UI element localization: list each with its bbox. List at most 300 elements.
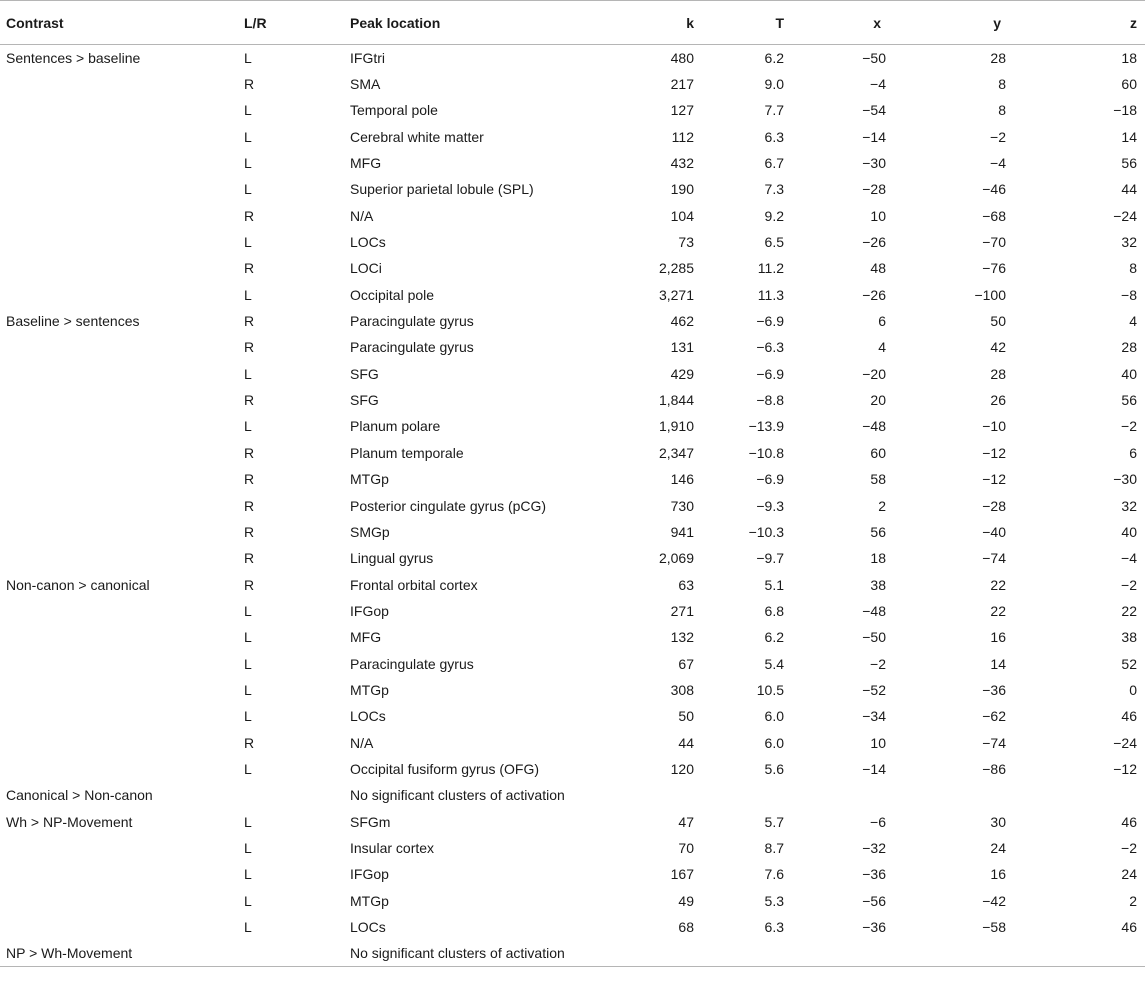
cell-y: −10 bbox=[982, 418, 1006, 435]
cell-contrast bbox=[0, 150, 238, 176]
cell-contrast bbox=[0, 835, 238, 861]
cell-lr: R bbox=[244, 392, 255, 409]
cell-z: −4 bbox=[1121, 550, 1137, 567]
cell-x: −30 bbox=[862, 155, 886, 172]
table-row bbox=[0, 466, 1145, 492]
cell-lr: R bbox=[244, 576, 255, 593]
cell-k: 429 bbox=[670, 365, 694, 382]
cell-contrast bbox=[0, 492, 238, 518]
cell-contrast bbox=[0, 729, 238, 755]
table-row bbox=[0, 413, 1145, 439]
cell-location: IFGtri bbox=[350, 49, 385, 66]
cell-lr: L bbox=[244, 655, 252, 672]
cell-k: 167 bbox=[670, 866, 694, 883]
cell-x: −34 bbox=[862, 708, 886, 725]
cell-t: 6.2 bbox=[764, 629, 784, 646]
cell-location: SFGm bbox=[350, 813, 391, 830]
cell-z: 52 bbox=[1121, 655, 1137, 672]
table-row bbox=[0, 703, 1145, 729]
cell-location: Planum polare bbox=[350, 418, 441, 435]
cell-x: −50 bbox=[862, 629, 886, 646]
cell-location: No significant clusters of activation bbox=[350, 787, 565, 804]
cell-z: 8 bbox=[1129, 260, 1137, 277]
cell-z bbox=[1034, 940, 1145, 966]
cell-k: 68 bbox=[678, 919, 694, 936]
cell-z: 6 bbox=[1129, 444, 1137, 461]
cell-z: −2 bbox=[1121, 418, 1137, 435]
cell-y: −40 bbox=[982, 523, 1006, 540]
cell-y: 16 bbox=[990, 629, 1006, 646]
cell-lr: L bbox=[244, 839, 252, 856]
cell-z: 44 bbox=[1121, 181, 1137, 198]
cell-location: MTGp bbox=[350, 471, 389, 488]
cell-contrast bbox=[0, 334, 238, 360]
cell-t: 11.3 bbox=[757, 286, 784, 303]
table-row bbox=[0, 492, 1145, 518]
cell-x: 2 bbox=[878, 497, 886, 514]
cell-contrast bbox=[0, 624, 238, 650]
cell-x: −6 bbox=[870, 813, 886, 830]
cell-t: −6.9 bbox=[756, 313, 784, 330]
cell-y: −76 bbox=[982, 260, 1006, 277]
cell-location: Paracingulate gyrus bbox=[350, 655, 474, 672]
cell-x: −54 bbox=[862, 102, 886, 119]
header-location: Peak location bbox=[344, 1, 604, 45]
cell-contrast bbox=[0, 440, 238, 466]
cell-lr: L bbox=[244, 813, 252, 830]
cell-t: 7.3 bbox=[764, 181, 784, 198]
cell-t: 5.3 bbox=[764, 892, 784, 909]
header-lr: L/R bbox=[238, 1, 344, 45]
cell-contrast: NP > Wh-Movement bbox=[0, 940, 238, 966]
cell-t: 6.0 bbox=[764, 708, 784, 725]
cell-lr: L bbox=[244, 181, 252, 198]
cell-y: 26 bbox=[990, 392, 1006, 409]
cell-k: 2,347 bbox=[658, 444, 694, 461]
table-row bbox=[0, 808, 1145, 834]
table-row bbox=[0, 255, 1145, 281]
cell-contrast bbox=[0, 71, 238, 97]
cell-k: 63 bbox=[678, 576, 694, 593]
cell-z: −2 bbox=[1121, 839, 1137, 856]
cell-k: 1,844 bbox=[658, 392, 694, 409]
cell-y: 22 bbox=[990, 576, 1006, 593]
table-row bbox=[0, 387, 1145, 413]
cell-y: 30 bbox=[990, 813, 1006, 830]
cell-contrast bbox=[0, 703, 238, 729]
cell-k: 271 bbox=[670, 602, 694, 619]
cell-contrast bbox=[0, 255, 238, 281]
cell-t: 5.1 bbox=[764, 576, 784, 593]
cell-location: SMGp bbox=[350, 523, 390, 540]
table-row bbox=[0, 440, 1145, 466]
cell-x: −2 bbox=[870, 655, 886, 672]
cell-location: Frontal orbital cortex bbox=[350, 576, 478, 593]
cell-t: −10.8 bbox=[748, 444, 784, 461]
cell-lr: R bbox=[244, 313, 255, 330]
cell-lr: L bbox=[244, 155, 252, 172]
cell-x: 10 bbox=[870, 734, 886, 751]
cell-contrast bbox=[0, 888, 238, 914]
cell-z: 2 bbox=[1129, 892, 1137, 909]
table-row bbox=[0, 940, 1145, 966]
cell-k: 49 bbox=[678, 892, 694, 909]
cell-k: 462 bbox=[670, 313, 694, 330]
cell-x: 48 bbox=[870, 260, 886, 277]
cell-location: Temporal pole bbox=[350, 102, 438, 119]
cell-location: LOCs bbox=[350, 919, 386, 936]
cell-lr: L bbox=[244, 602, 252, 619]
cell-k: 480 bbox=[670, 49, 694, 66]
cell-x: −56 bbox=[862, 892, 886, 909]
cell-y: 14 bbox=[990, 655, 1006, 672]
cell-t: 10.5 bbox=[756, 681, 784, 698]
cell-lr: R bbox=[244, 207, 255, 224]
cell-x: 4 bbox=[878, 339, 886, 356]
cell-t: 6.3 bbox=[764, 128, 784, 145]
cell-y: −100 bbox=[974, 286, 1006, 303]
cell-location: Lingual gyrus bbox=[350, 550, 434, 567]
table-row bbox=[0, 176, 1145, 202]
header-k: k bbox=[604, 1, 694, 45]
cell-k: 44 bbox=[678, 734, 694, 751]
cell-lr: L bbox=[244, 892, 252, 909]
cell-k: 50 bbox=[678, 708, 694, 725]
cell-k: 104 bbox=[670, 207, 694, 224]
cell-z: 46 bbox=[1121, 919, 1137, 936]
table-row bbox=[0, 677, 1145, 703]
cell-z: 60 bbox=[1121, 76, 1137, 93]
cell-location: Paracingulate gyrus bbox=[350, 313, 474, 330]
table-row bbox=[0, 650, 1145, 676]
cell-z: −2 bbox=[1121, 576, 1137, 593]
cell-x: 58 bbox=[870, 471, 886, 488]
table-row bbox=[0, 45, 1145, 71]
cell-t: −6.3 bbox=[756, 339, 784, 356]
cell-location: Cerebral white matter bbox=[350, 128, 484, 145]
cell-x: 10 bbox=[870, 207, 886, 224]
header-x: x bbox=[804, 1, 924, 45]
cell-lr: L bbox=[244, 102, 252, 119]
cell-k: 120 bbox=[670, 760, 694, 777]
cell-x: −48 bbox=[862, 418, 886, 435]
cell-t: 6.0 bbox=[764, 734, 784, 751]
cell-contrast bbox=[0, 466, 238, 492]
cell-x: −36 bbox=[862, 919, 886, 936]
cell-y: 16 bbox=[990, 866, 1006, 883]
table-row bbox=[0, 361, 1145, 387]
cell-x: −28 bbox=[862, 181, 886, 198]
header-t: T bbox=[694, 1, 804, 45]
cell-x: −32 bbox=[862, 839, 886, 856]
cell-t: 6.8 bbox=[764, 602, 784, 619]
cell-location: IFGop bbox=[350, 602, 389, 619]
cell-contrast bbox=[0, 413, 238, 439]
cell-y: 50 bbox=[990, 313, 1006, 330]
cell-x: −50 bbox=[862, 49, 886, 66]
cell-t: 11.2 bbox=[757, 260, 784, 277]
cell-k: 2,069 bbox=[658, 550, 694, 567]
cell-z: −24 bbox=[1113, 207, 1137, 224]
cell-location: N/A bbox=[350, 734, 374, 751]
table-row bbox=[0, 519, 1145, 545]
cell-y: 22 bbox=[990, 602, 1006, 619]
header-contrast: Contrast bbox=[0, 1, 238, 45]
cell-lr: L bbox=[244, 760, 252, 777]
cell-z: 22 bbox=[1121, 602, 1137, 619]
cell-t: −6.9 bbox=[756, 471, 784, 488]
cell-contrast bbox=[0, 914, 238, 940]
cell-t: 9.0 bbox=[764, 76, 784, 93]
table-row bbox=[0, 624, 1145, 650]
cell-location: SFG bbox=[350, 392, 379, 409]
cell-z: 28 bbox=[1121, 339, 1137, 356]
cell-lr: L bbox=[244, 866, 252, 883]
table-row bbox=[0, 71, 1145, 97]
cell-y: 42 bbox=[990, 339, 1006, 356]
cell-y: −68 bbox=[982, 207, 1006, 224]
cell-z: −8 bbox=[1121, 286, 1137, 303]
cell-z: 46 bbox=[1121, 813, 1137, 830]
cell-t: 8.7 bbox=[764, 839, 784, 856]
cell-t: 6.3 bbox=[764, 919, 784, 936]
cell-contrast bbox=[0, 756, 238, 782]
cell-location: SFG bbox=[350, 365, 379, 382]
cell-y: 28 bbox=[990, 49, 1006, 66]
cell-x bbox=[804, 782, 924, 808]
table-row bbox=[0, 124, 1145, 150]
cell-k: 131 bbox=[670, 339, 694, 356]
cell-x: 60 bbox=[870, 444, 886, 461]
cell-z: −30 bbox=[1113, 471, 1137, 488]
cell-t: 7.7 bbox=[764, 102, 784, 119]
cell-contrast bbox=[0, 203, 238, 229]
cell-contrast bbox=[0, 861, 238, 887]
cell-z: 32 bbox=[1121, 497, 1137, 514]
cell-lr: R bbox=[244, 497, 255, 514]
cell-t: 9.2 bbox=[764, 207, 784, 224]
cell-x: −4 bbox=[870, 76, 886, 93]
cell-y: 8 bbox=[998, 102, 1006, 119]
cell-contrast bbox=[0, 176, 238, 202]
cell-lr: L bbox=[244, 629, 252, 646]
cell-contrast bbox=[0, 519, 238, 545]
table-body bbox=[0, 45, 1145, 967]
cell-k bbox=[604, 782, 694, 808]
cell-location: LOCs bbox=[350, 708, 386, 725]
cell-t: 5.4 bbox=[764, 655, 784, 672]
cell-contrast bbox=[0, 124, 238, 150]
cell-lr: L bbox=[244, 708, 252, 725]
cell-lr: R bbox=[244, 523, 255, 540]
cell-location: Occipital fusiform gyrus (OFG) bbox=[350, 760, 540, 777]
cell-location: MTGp bbox=[350, 892, 389, 909]
cell-contrast bbox=[0, 387, 238, 413]
cell-y: −74 bbox=[982, 734, 1006, 751]
cell-x: 20 bbox=[870, 392, 886, 409]
cell-location: MFG bbox=[350, 155, 382, 172]
table-header bbox=[0, 1, 1145, 45]
table-row bbox=[0, 756, 1145, 782]
cell-y: −42 bbox=[982, 892, 1006, 909]
cell-y: −46 bbox=[982, 181, 1006, 198]
cell-z: 4 bbox=[1129, 313, 1137, 330]
cell-z: 14 bbox=[1121, 128, 1137, 145]
cell-z: 32 bbox=[1121, 234, 1137, 251]
cell-k bbox=[604, 940, 694, 966]
cell-y bbox=[924, 782, 1034, 808]
cell-k: 73 bbox=[678, 234, 694, 251]
header-row bbox=[0, 1, 1145, 45]
cell-contrast bbox=[0, 650, 238, 676]
cell-t: 5.6 bbox=[764, 760, 784, 777]
cell-x: 18 bbox=[870, 550, 886, 567]
cell-t: 7.6 bbox=[764, 866, 784, 883]
cell-k: 190 bbox=[670, 181, 694, 198]
cell-lr: R bbox=[244, 444, 255, 461]
table-row bbox=[0, 150, 1145, 176]
cell-k: 3,271 bbox=[658, 286, 694, 303]
cell-t: 5.7 bbox=[764, 813, 784, 830]
cell-k: 2,285 bbox=[658, 260, 694, 277]
cell-contrast bbox=[0, 97, 238, 123]
cell-location: Superior parietal lobule (SPL) bbox=[350, 181, 534, 198]
cell-k: 67 bbox=[678, 655, 694, 672]
cell-lr: L bbox=[244, 919, 252, 936]
table-row bbox=[0, 598, 1145, 624]
cell-k: 941 bbox=[670, 523, 694, 540]
cell-z: −12 bbox=[1113, 760, 1137, 777]
cell-lr: R bbox=[244, 339, 255, 356]
cell-location: MTGp bbox=[350, 681, 389, 698]
cell-lr bbox=[238, 940, 344, 966]
cell-location: Occipital pole bbox=[350, 286, 435, 303]
cell-k: 70 bbox=[678, 839, 694, 856]
table-row bbox=[0, 282, 1145, 308]
cell-location: Insular cortex bbox=[350, 839, 435, 856]
cell-k: 308 bbox=[670, 681, 694, 698]
cell-z: 18 bbox=[1121, 49, 1137, 66]
cell-z: 24 bbox=[1121, 866, 1137, 883]
table-row bbox=[0, 308, 1145, 334]
cell-x: −26 bbox=[862, 234, 886, 251]
cell-y: −58 bbox=[982, 919, 1006, 936]
cell-y: −12 bbox=[982, 444, 1006, 461]
cell-lr: R bbox=[244, 471, 255, 488]
cell-y: 24 bbox=[990, 839, 1006, 856]
cell-contrast: Non-canon > canonical bbox=[6, 576, 150, 593]
cell-contrast bbox=[0, 598, 238, 624]
cell-contrast: Wh > NP-Movement bbox=[6, 813, 133, 830]
cell-k: 1,910 bbox=[658, 418, 694, 435]
cell-t: −9.3 bbox=[756, 497, 784, 514]
cell-lr: R bbox=[244, 260, 255, 277]
cell-y: 28 bbox=[990, 365, 1006, 382]
cell-location: LOCs bbox=[350, 234, 386, 251]
cell-k: 127 bbox=[670, 102, 694, 119]
cell-location: IFGop bbox=[350, 866, 389, 883]
table-row bbox=[0, 914, 1145, 940]
cell-lr bbox=[238, 782, 344, 808]
table-row bbox=[0, 835, 1145, 861]
cell-z: 38 bbox=[1121, 629, 1137, 646]
cell-x bbox=[804, 940, 924, 966]
cell-x: −26 bbox=[862, 286, 886, 303]
table-row bbox=[0, 203, 1145, 229]
cell-location: N/A bbox=[350, 207, 374, 224]
cell-y: −62 bbox=[982, 708, 1006, 725]
cell-y: −28 bbox=[982, 497, 1006, 514]
cell-location: Posterior cingulate gyrus (pCG) bbox=[350, 497, 547, 514]
cell-k: 432 bbox=[670, 155, 694, 172]
cell-x: −20 bbox=[862, 365, 886, 382]
cell-y: −74 bbox=[982, 550, 1006, 567]
cell-y: −2 bbox=[990, 128, 1006, 145]
cell-t bbox=[694, 782, 804, 808]
cell-y: −36 bbox=[982, 681, 1006, 698]
cell-x: 6 bbox=[878, 313, 886, 330]
cell-t: −10.3 bbox=[748, 523, 784, 540]
cell-k: 47 bbox=[678, 813, 694, 830]
cell-contrast bbox=[0, 282, 238, 308]
cell-k: 132 bbox=[670, 629, 694, 646]
cell-t: 6.5 bbox=[764, 234, 784, 251]
cell-t: −8.8 bbox=[756, 392, 784, 409]
cell-z: −18 bbox=[1113, 102, 1137, 119]
cell-lr: L bbox=[244, 681, 252, 698]
cell-location: Paracingulate gyrus bbox=[350, 339, 474, 356]
cell-x: −48 bbox=[862, 602, 886, 619]
table-row bbox=[0, 571, 1145, 597]
cell-t bbox=[694, 940, 804, 966]
cell-lr: R bbox=[244, 734, 255, 751]
cell-y: −4 bbox=[990, 155, 1006, 172]
cell-x: −36 bbox=[862, 866, 886, 883]
table-row bbox=[0, 861, 1145, 887]
table-row bbox=[0, 888, 1145, 914]
cell-x: −14 bbox=[862, 760, 886, 777]
cell-contrast: Canonical > Non-canon bbox=[6, 787, 153, 804]
cell-lr: L bbox=[244, 49, 252, 66]
cell-z: 46 bbox=[1121, 708, 1137, 725]
table-row bbox=[0, 229, 1145, 255]
cell-lr: R bbox=[244, 76, 255, 93]
cell-location: Planum temporale bbox=[350, 444, 464, 461]
cell-z: 40 bbox=[1121, 523, 1137, 540]
cell-lr: L bbox=[244, 286, 252, 303]
cell-t: −6.9 bbox=[756, 365, 784, 382]
table-row bbox=[0, 97, 1145, 123]
cell-z: 0 bbox=[1129, 681, 1137, 698]
cell-z: 40 bbox=[1121, 365, 1137, 382]
cell-location: SMA bbox=[350, 76, 381, 93]
cell-lr: L bbox=[244, 128, 252, 145]
cell-k: 112 bbox=[671, 128, 694, 145]
cell-t: 6.7 bbox=[764, 155, 784, 172]
cell-y: −86 bbox=[982, 760, 1006, 777]
cell-lr: L bbox=[244, 234, 252, 251]
cell-y: 8 bbox=[998, 76, 1006, 93]
cell-y bbox=[924, 940, 1034, 966]
table-row bbox=[0, 334, 1145, 360]
cell-y: −12 bbox=[982, 471, 1006, 488]
cell-lr: L bbox=[244, 418, 252, 435]
cell-k: 146 bbox=[670, 471, 694, 488]
cell-k: 217 bbox=[670, 76, 694, 93]
cell-x: −14 bbox=[862, 128, 886, 145]
cell-contrast bbox=[0, 361, 238, 387]
cell-lr: L bbox=[244, 365, 252, 382]
